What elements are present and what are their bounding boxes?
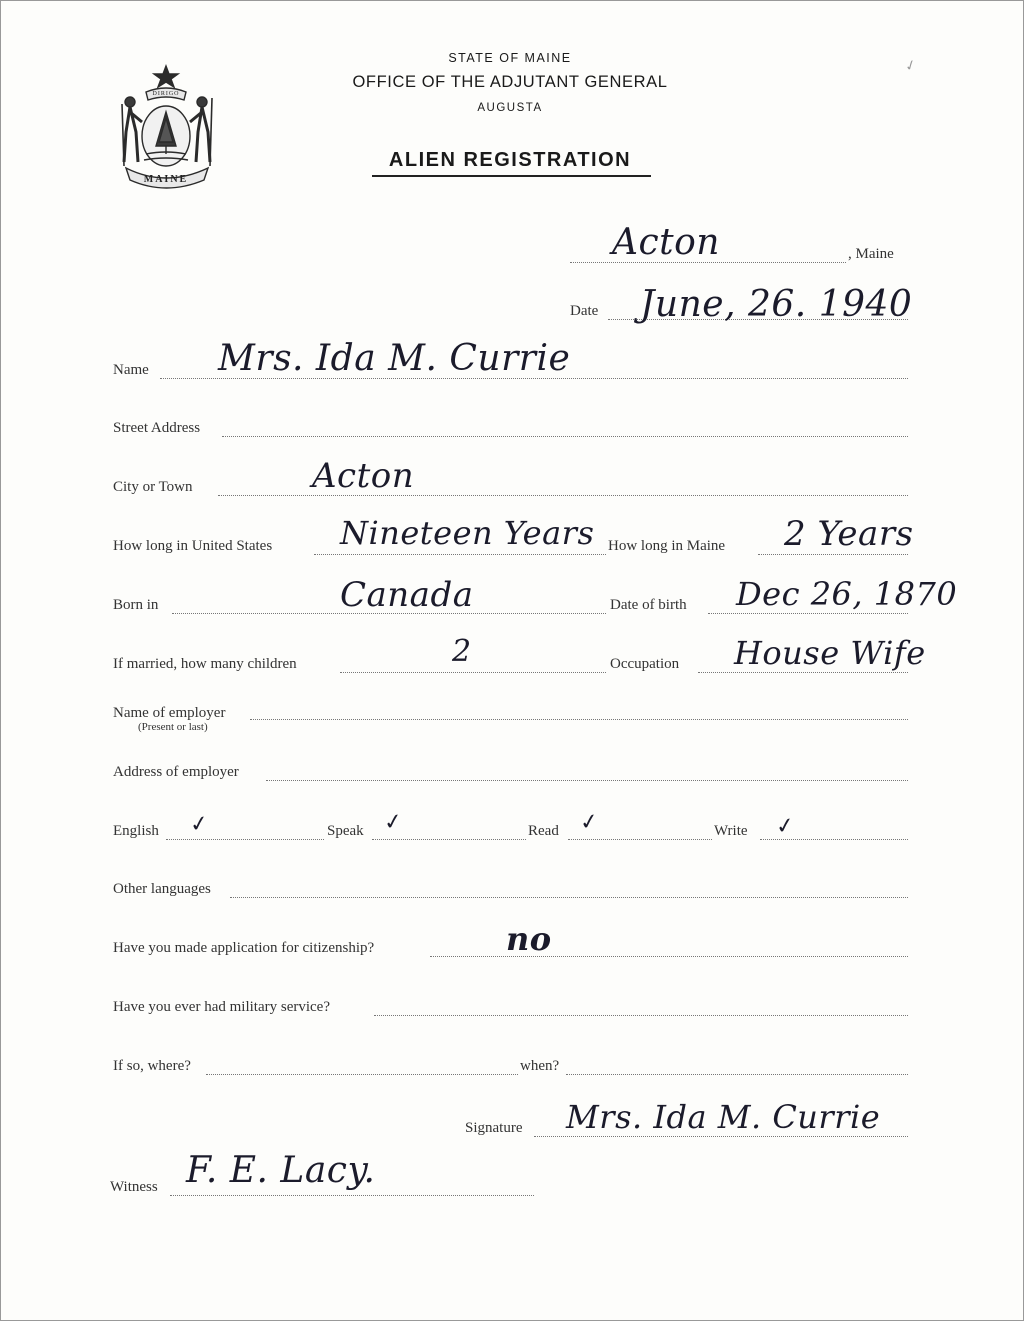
state-heading: STATE OF MAINE (448, 51, 572, 65)
born-in-value[interactable]: Canada (340, 575, 474, 615)
city-or-town-value[interactable]: Acton (312, 456, 415, 496)
read-line (568, 839, 712, 840)
date-value[interactable]: June, 26. 1940 (640, 284, 913, 325)
occupation-value[interactable]: House Wife (734, 634, 926, 672)
signature-value[interactable]: Mrs. Ida M. Currie (566, 1098, 881, 1136)
english-label: English (113, 823, 159, 839)
how-long-maine-value[interactable]: 2 Years (784, 514, 914, 554)
seal-motto: DIRIGO (152, 91, 180, 97)
witness-value[interactable]: F. E. Lacy. (186, 1150, 376, 1191)
street-address-label: Street Address (113, 420, 201, 436)
english-check[interactable]: ✓ (188, 810, 211, 839)
where-line (206, 1074, 518, 1075)
children-line (340, 672, 606, 673)
other-languages-line (230, 897, 908, 898)
children-label: If married, how many children (113, 656, 297, 672)
signature-line (534, 1136, 908, 1137)
office-heading: OFFICE OF THE ADJUTANT GENERAL (352, 73, 668, 91)
english-line (166, 839, 324, 840)
born-in-label: Born in (113, 597, 159, 613)
read-check[interactable]: ✓ (578, 808, 601, 837)
write-label: Write (714, 823, 748, 839)
speak-label: Speak (327, 823, 364, 839)
employer-name-line (250, 719, 908, 720)
speak-line (372, 839, 526, 840)
employer-address-line (266, 780, 908, 781)
signature-label: Signature (465, 1120, 523, 1136)
street-address-line (222, 436, 908, 437)
employer-address-label: Address of employer (113, 764, 239, 780)
children-value[interactable]: 2 (452, 634, 472, 669)
form-title: ALIEN REGISTRATION (388, 149, 632, 171)
employer-name-label: Name of employer (113, 705, 226, 721)
seal-banner: MAINE (143, 174, 189, 185)
how-long-maine-line (758, 554, 908, 555)
date-label: Date (570, 303, 599, 319)
witness-label: Witness (110, 1179, 158, 1195)
military-line (374, 1015, 908, 1016)
read-label: Read (528, 823, 559, 839)
name-label: Name (113, 362, 149, 378)
how-long-maine-label: How long in Maine (608, 538, 726, 554)
military-label: Have you ever had military service? (113, 999, 330, 1015)
occupation-label: Occupation (610, 656, 680, 672)
place-suffix: , Maine (848, 246, 894, 262)
occupation-line (698, 672, 908, 673)
when-label: when? (520, 1058, 560, 1074)
city-heading: AUGUSTA (477, 102, 543, 114)
date-of-birth-line (708, 613, 908, 614)
corner-check-mark: ✓ (902, 56, 920, 76)
citizenship-value[interactable]: no (506, 920, 552, 958)
state-of-maine-seal-icon (112, 62, 220, 192)
how-long-us-value[interactable]: Nineteen Years (340, 514, 595, 552)
city-or-town-label: City or Town (113, 479, 193, 495)
witness-line (170, 1195, 534, 1196)
when-line (566, 1074, 908, 1075)
where-label: If so, where? (113, 1058, 191, 1074)
citizenship-label: Have you made application for citizenship? (113, 940, 375, 956)
name-value[interactable]: Mrs. Ida M. Currie (218, 338, 571, 379)
how-long-us-line (314, 554, 606, 555)
date-of-birth-value[interactable]: Dec 26, 1870 (736, 575, 958, 613)
date-of-birth-label: Date of birth (610, 597, 687, 613)
how-long-us-label: How long in United States (113, 538, 273, 554)
title-underline (372, 175, 651, 177)
speak-check[interactable]: ✓ (382, 808, 405, 837)
place-value[interactable]: Acton (612, 222, 720, 263)
citizenship-line (430, 956, 908, 957)
write-check[interactable]: ✓ (774, 812, 797, 841)
employer-name-sublabel: (Present or last) (138, 721, 208, 733)
other-languages-label: Other languages (113, 881, 211, 897)
